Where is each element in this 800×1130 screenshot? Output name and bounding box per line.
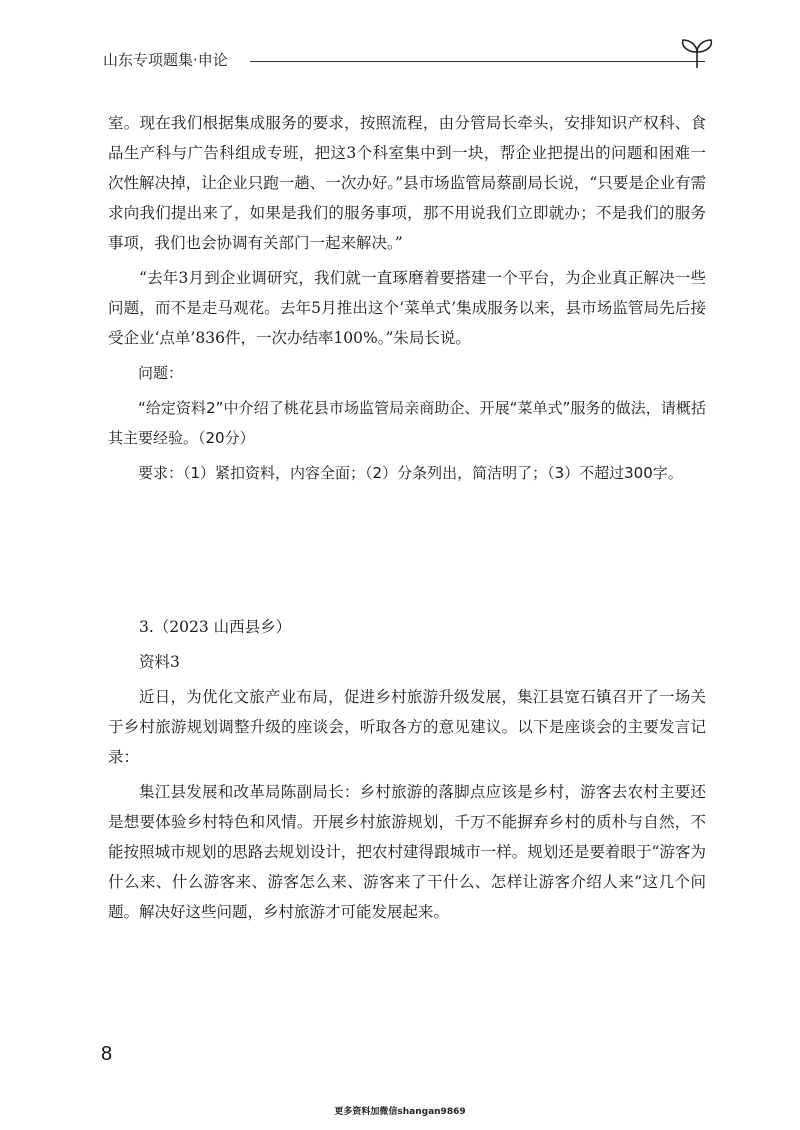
page-number: 8 (101, 1043, 113, 1065)
sprout-icon (677, 34, 717, 70)
material-label: 资料3 (139, 653, 180, 671)
paragraph-zhu-quote: “去年3月到企业调研究，我们就一直琢磨着要搭建一个平台，为企业真正解决一些问题，而不是走马观花。去年5月推出这个‘菜单式’集成服务以来，县市场监管局先后接受企业‘点单’836件，一次办结率100%。”朱局长说。 (108, 269, 706, 347)
running-header (103, 50, 713, 74)
header-rule (250, 61, 705, 62)
footer-note: 更多资料加微信shangan9869 (334, 1107, 466, 1117)
section-heading: 3.（2023 山西县乡） (139, 618, 292, 636)
question-label: 问题： (138, 364, 184, 382)
paragraph-symposium-intro: 近日，为优化文旅产业布局，促进乡村旅游升级发展，集江县宽石镇召开了一场关于乡村旅游规划调整升级的座谈会，听取各方的意见建议。以下是座谈会的主要发言记录： (108, 688, 706, 766)
question-requirements: 要求：（1）紧扣资料，内容全面；（2）分条列出，简洁明了；（3）不超过300字。 (138, 464, 683, 482)
header-title: 山东专项题集·申论 (103, 51, 228, 69)
page-content (108, 108, 706, 927)
paragraph-material2-end: 室。现在我们根据集成服务的要求，按照流程，由分管局长牵头，安排知识产权科、食品生产科与广告科组成专班，把这3个科室集中到一块，帮企业把提出的问题和困难一次性解决掉，让企业只跑一趟、一次办好。”县市场监管局蔡副局长说，“只要是企业有需求向我们提出来了，如果是我们的服务事项，那不用说我们立即就办；不是我们的服务事项，我们也会协调有关部门一起来解决。” (108, 114, 706, 252)
paragraph-chen-speech: 集江县发展和改革局陈副局长：乡村旅游的落脚点应该是乡村，游客去农村主要还是想要体验乡村特色和风情。开展乡村旅游规划，千万不能摒弃乡村的质朴与自然，不能按照城市规划的思路去规划设计，把农村建得跟城市一样。规划还是要着眼于“游客为什么来、什么游客来、游客怎么来、游客来了干什么、怎样让游客介绍人来”这几个问题。解决好这些问题，乡村旅游才可能发展起来。 (108, 783, 706, 921)
question-text: “给定资料2”中介绍了桃花县市场监管局亲商助企、开展“菜单式”服务的做法，请概括其主要经验。（20分） (108, 399, 706, 447)
